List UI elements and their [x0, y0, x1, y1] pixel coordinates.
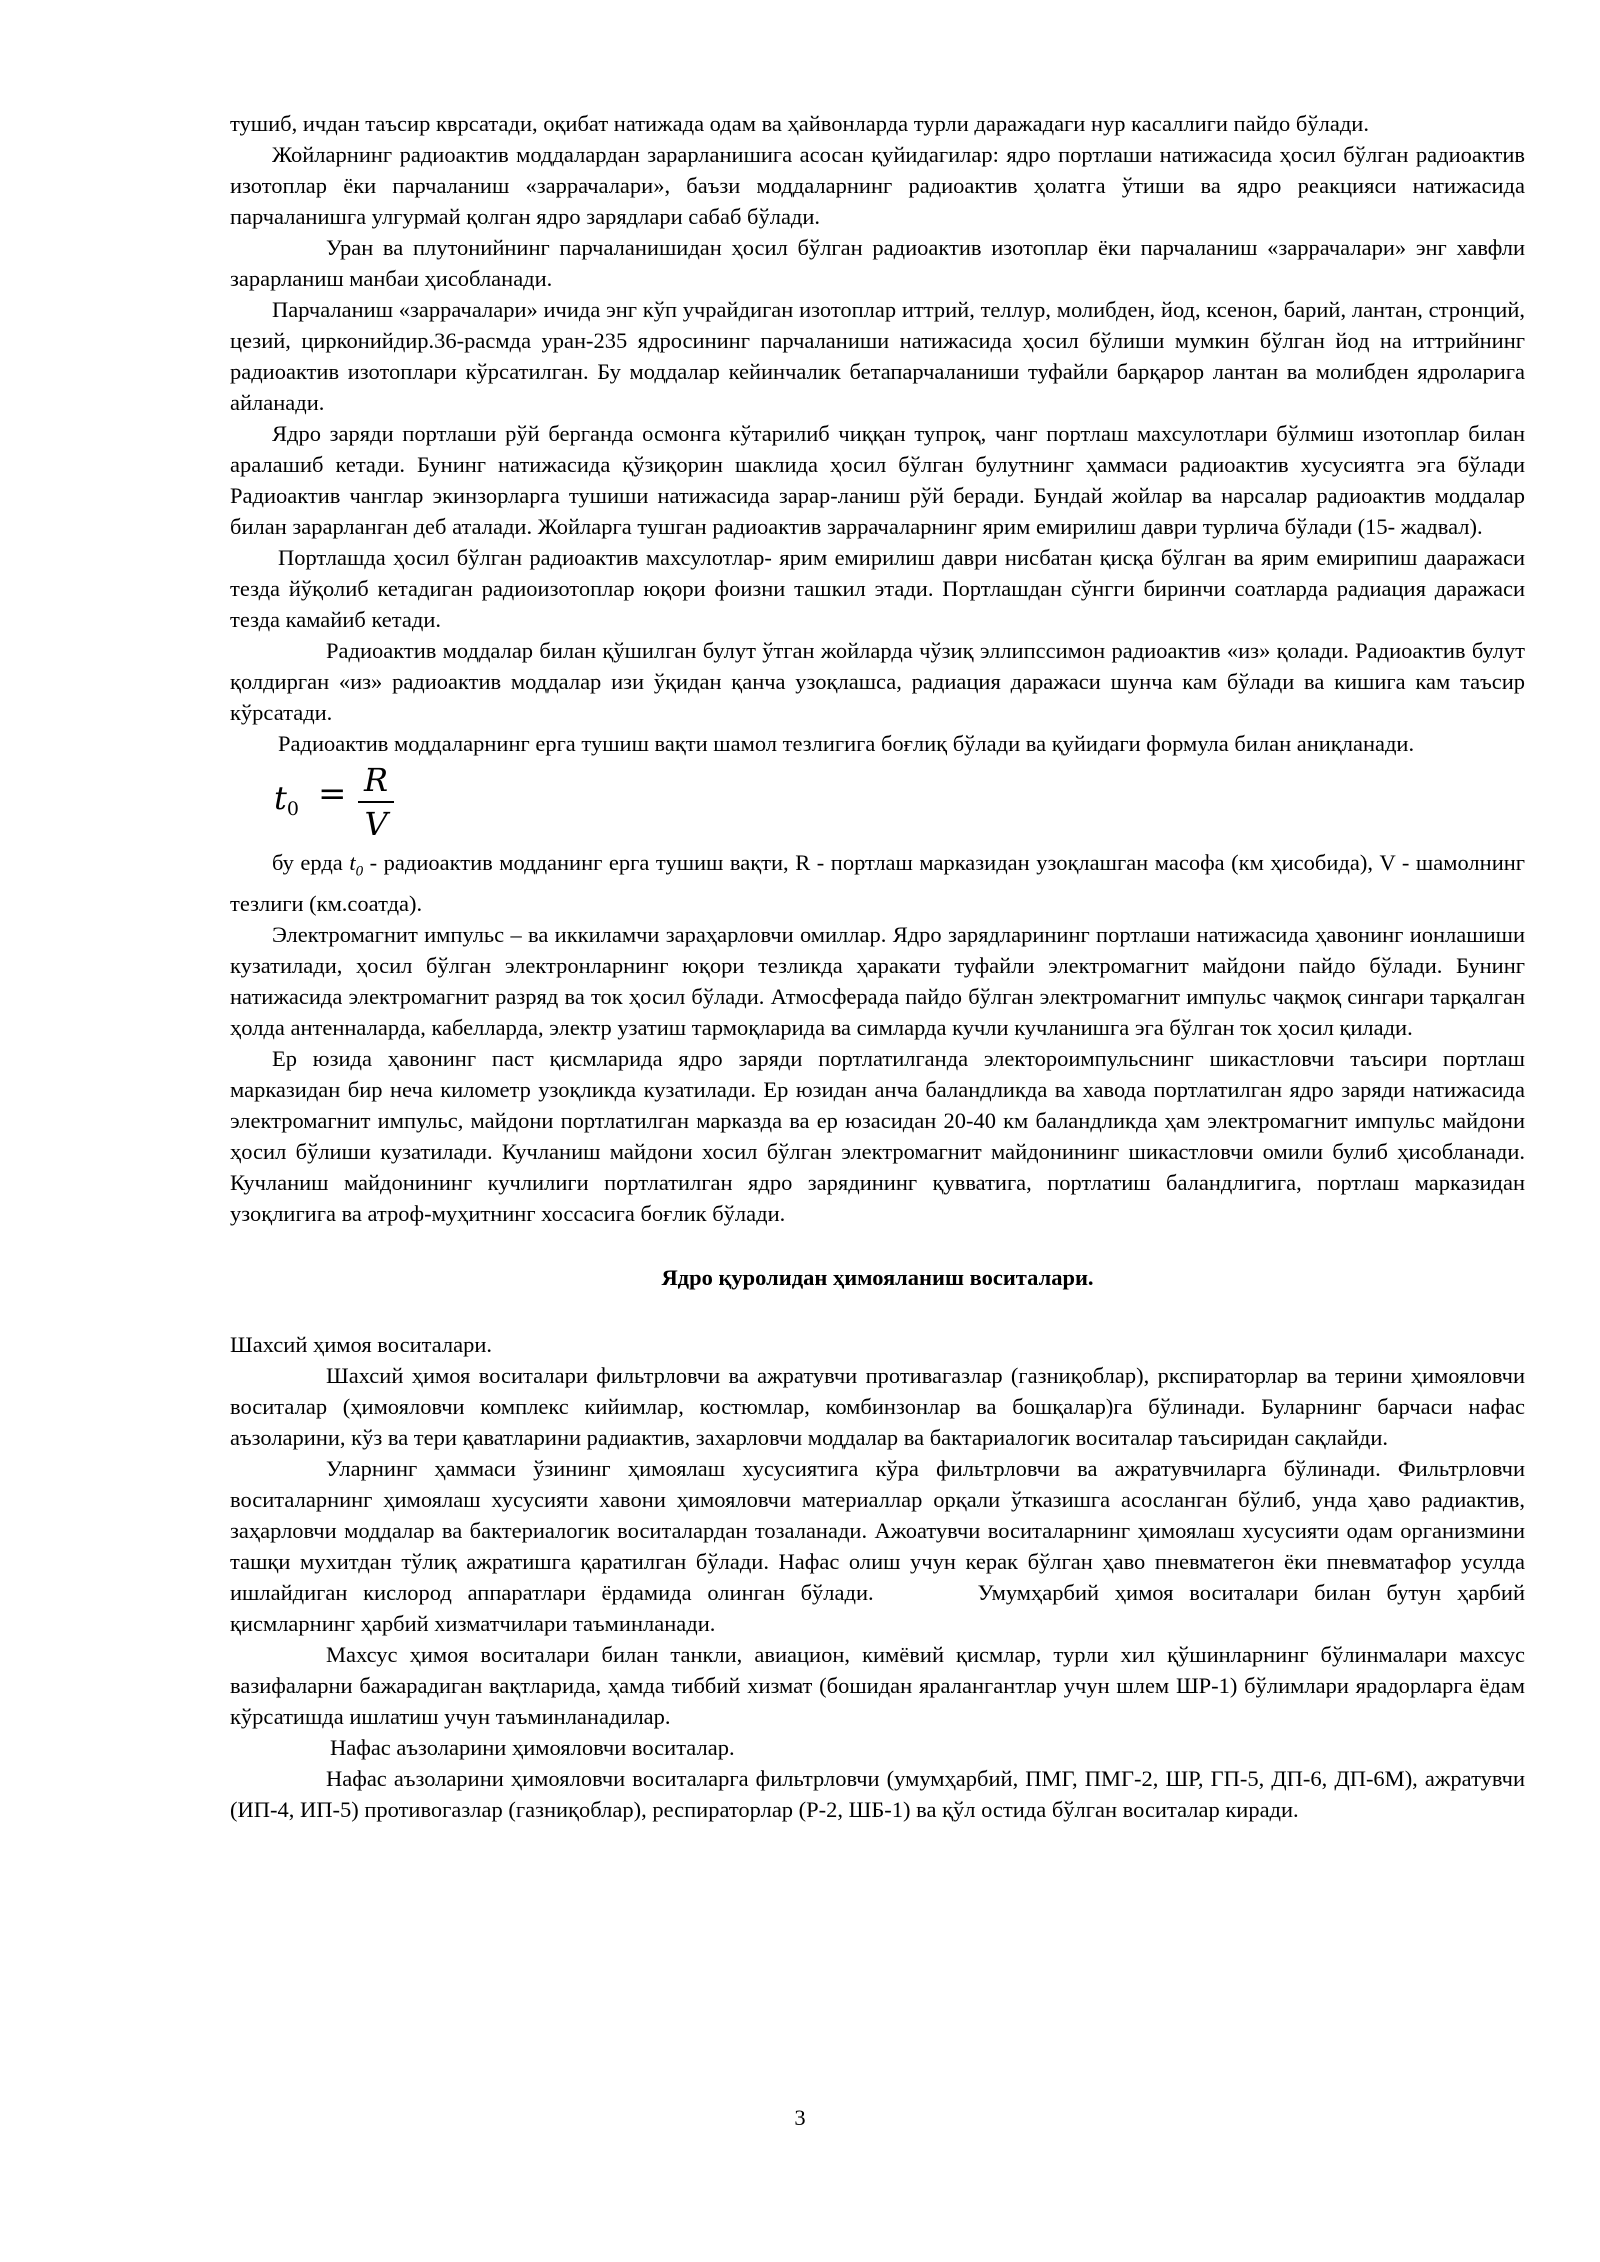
- paragraph-special-protection: Махсус ҳимоя воситалари билан танкли, авиацион, кимёвий қисмлар, турли хил қўшинларнинг бўлинмалари махсус вазифаларни бажарадиган вақтларида, ҳамда тиббий хизмат (бошидан яралангантлар учун шлем ШР-1) бўлимлари ярадорларга ёдам кўрсатишда ишлатиш учун таъминланадилар.: [230, 1641, 1525, 1729]
- fall-time-formula: [274, 761, 1525, 845]
- subheading-respiratory-protection: Нафас аъзоларини ҳимояловчи воситалар.: [330, 1734, 735, 1760]
- paragraph-respiratory-protection: Нафас аъзоларини ҳимояловчи воситаларга фильтрловчи (умумҳарбий, ПМГ, ПМГ-2, ШР, ГП-5, ДП-6, ДП-6М), ажратувчи (ИП-4, ИП-5) противогазлар (газниқоблар), респираторлар (Р-2, ШБ-1) ва қўл остида бўлган воситалар киради.: [230, 1765, 1525, 1822]
- paragraph-personal-protection: Шахсий ҳимоя воситалари фильтрловчи ва ажратувчи противагазлар (газниқоблар), ркспираторлар ва терини ҳимояловчи воситалар (ҳимояловчи комплекс кийимлар, костюмлар, комбинзонлар ва бошқалар)га бўлинади. Буларнинг барчаси нафас аъзоларини, кўз ва тери қаватларини радиактив, захарловчи моддалар ва бактариалогик воситалар таъсиридан сақлайди.: [230, 1362, 1525, 1450]
- paragraph-filter-isolating: Уларнинг ҳаммаси ўзининг ҳимоялаш хусусиятига кўра фильтрловчи ва ажратувчиларга бўлинади. Фильтрловчи воситаларнинг ҳимоялаш хусусияти хавони ҳимояловчи материаллар орқали ўтказишга асосланган бўлиб, унда ҳаво радиактив, заҳарловчи моддалар ва бактериалогик воситалардан тозаланади. Ажоатувчи воситаларнинг ҳимоялаш хусусияти одам организмини ташқи мухитдан тўлиқ ажратишга қаратилган бўлади. Нафас олиш учун керак бўлган ҳаво пневматегон ёки пневматафор усулда ишлайдиган кислород аппаратлари ёрдамида олинган бўлади. Умумҳарбий ҳимоя воситалари билан бутун ҳарбий қисмларнинг ҳарбий хизматчилари таъминланади.: [230, 1455, 1525, 1636]
- subheading-personal-protection: Шахсий ҳимоя воситалари.: [230, 1331, 493, 1357]
- paragraph-radioactive-trace: Радиоактив моддалар билан қўшилган булут ўтган жойларда чўзиқ эллипссимон радиоактив «из» қолади. Радиоактив булут қолдирган «из» радиоактив моддалар изи ўқидан қанча узоқлашса, радиация даражаси шунча кам бўлади ва кишига кам таъсир кўрсатади.: [230, 638, 1525, 725]
- formula-denominator: V: [364, 805, 388, 843]
- paragraph-emp: Электромагнит импульс – ва иккиламчи зараҳарловчи омиллар. Ядро зарядларининг портлаши натижасида ҳавонинг ионлашиши кузатилади, ҳосил бўлган электронларнинг юқори тезликда ҳаракати туфайли электромагнит майдони пайдо бўлади. Бунинг натижасида электромагнит разряд ва ток ҳосил бўлади. Атмосферада пайдо бўлган электромагнит импульс чақмоқ сингари тарқалган ҳолда антенналарда, кабелларда, электр узатиш тармоқларида ва симларда кучли кучланишга эга бўлган ток ҳосил қилади.: [230, 921, 1525, 1040]
- paragraph-formula-explanation: бу ерда $t_0$ - радиоактив модданинг ерга тушиш вақти, R - портлаш марказидан узоқлашган масофа (км ҳисобида), V - шамолнинг тезлиги (км.соатда).: [230, 850, 1526, 916]
- page-number: 3: [794, 2105, 806, 2130]
- formula-lhs: $t_0$: [274, 779, 299, 820]
- formula-fraction: [358, 761, 394, 843]
- section-title: Ядро қуролидан ҳимояланиш воситалари.: [661, 1264, 1094, 1290]
- paragraph-continuation: тушиб, ичдан таъсир кврсатади, оқибат натижада одам ва ҳайвонларда турли даражадаги нур касаллиги пайдо бўлади.: [230, 111, 1369, 136]
- paragraph-emp-ground: Ер юзида ҳавонинг паст қисмларида ядро заряди портлатилганда электороимпульснинг шикастловчи таъсири портлаш марказидан бир неча километр узоқликда кузатилади. Ер юзидан анча баландликда ва хавода портлатилган ядро заряди натижасида электромагнит импульс, майдони портлатилган марказда ва ер юзасидан 20-40 км баландликда ҳам электромагнит импульс майдони ҳосил бўлиши кузатилади. Кучланиш майдони хосил бўлган электромагнит майдонининг шикастловчи омили булиб ҳисобланади. Кучланиш майдонининг кучлилиги портлатилган ядро зарядининг қувватига, портлатиш баландлигига, портлаш марказидан узоқлигига ва атроф-муҳитнинг хоссасига боғлик бўлади.: [230, 1045, 1525, 1226]
- fraction-bar: [358, 801, 394, 803]
- paragraph-radioactive-products: Портлашда ҳосил бўлган радиоактив махсулотлар- ярим емирилиш даври нисбатан қисқа бўлган ва ярим емирипиш дааражаси тезда йўқолиб кетадиган радиоизотоплар юқори фоизни ташкил этади. Портлашдан сўнгги биринчи соатларда радиация даражаси тезда камайиб кетади.: [230, 545, 1525, 632]
- paragraph-fall-time: Радиоактив моддаларнинг ерга тушиш вақти шамол тезлигига боғлиқ бўлади ва қуйидаги формула билан аниқланади.: [278, 731, 1415, 756]
- paragraph-fission-fragments: Парчаланиш «заррачалари» ичида энг кўп учрайдиган изотоплар иттрий, теллур, молибден, йод, ксенон, барий, лантан, стронций, цезий, цирконийдир.36-расмда уран-235 ядросининг парчаланиши натижасида ҳосил бўлиши мумкин бўлган йод на иттрийнинг радиоактив изотоплари кўрсатилган. Бу моддалар кейинчалик бетапарчаланиши туфайли барқарор лантан ва молибден ядроларига айланади.: [230, 297, 1525, 415]
- paragraph-uranium-plutonium: Уран ва плутонийнинг парчаланишидан ҳосил бўлган радиоактив изотоплар ёки парчаланиш «заррачалари» энг хавфли зарарланиш манбаи ҳисобланади.: [230, 235, 1525, 291]
- document-page: [230, 108, 1525, 1825]
- formula-equals: =: [318, 774, 347, 814]
- paragraph-mushroom-cloud: Ядро заряди портлаши рўй берганда осмонга кўтарилиб чиққан тупроқ, чанг портлаш махсулотлари бўлмиш изотоплар билан аралашиб кетади. Бунинг натижасида қўзиқорин шаклида ҳосил бўлган булутнинг ҳаммаси радиоактив хусусиятга эга бўлади Радиоактив чанглар экинзорларга тушиши натижасида зарар-ланиш рўй беради. Бундай жойлар ва нарсалар радиоактив моддалар билан зарарланган деб аталади. Жойларга тушган радиоактив заррачаларнинг ярим емирилиш даври турлича бўлади (15- жадвал).: [230, 421, 1525, 539]
- paragraph-contamination-causes: Жойларнинг радиоактив моддалардан зарарланишига асосан қуйидагилар: ядро портлаши натижасида ҳосил бўлган радиоактив изотоплар ёки парчаланиш «заррачалари», баъзи моддаларнинг радиоактив ҳолатга ўтиши ва ядро реакцияси натижасида парчаланишга улгурмай қолган ядро зарядлари сабаб бўлади.: [230, 142, 1525, 229]
- formula-numerator: R: [363, 761, 389, 799]
